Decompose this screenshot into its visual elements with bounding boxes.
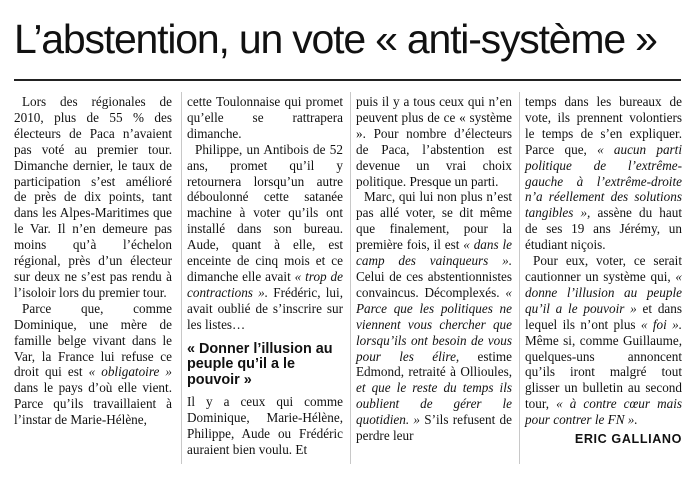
article-column-4	[525, 94, 682, 448]
text-run: Philippe, un Antibois de 52 ans, promet qu’il y retournera lorsqu’un autre déboulonné cette satanée machine à voter qu’ils ont installé dans son bureau. Aude, quant à elle, est enceinte de cinq mois et ce dimanche elle avait	[187, 141, 343, 284]
quote-run: « aucun parti politique de l’extrême-gauche à l’extrême-droite n’a réellement des solutions tangibles »,	[525, 141, 682, 221]
headline: L’abstention, un vote « anti-système »	[14, 16, 657, 62]
quote-run: « obligatoire »	[88, 364, 172, 380]
text-run: Même si, comme Guillaume, quelques-uns annoncent qu’ils iront malgré tout glisser un bulletin au second tour,	[525, 332, 682, 412]
text-run: Frédéric, lui, avait oublié de s’inscrire sur les listes…	[187, 284, 343, 332]
text-run: Pour nombre d’électeurs de Paca, l’abstention est devenue un vrai choix politique. Presque un parti.	[356, 125, 512, 189]
article-column-2	[187, 94, 343, 458]
quote-run: « système ».	[356, 109, 512, 141]
text-run: et dans lequel ils n’ont plus	[525, 300, 682, 332]
column-separator	[519, 92, 520, 464]
text-run: Pour eux, voter, ce serait cautionner un système qui,	[525, 253, 682, 284]
quote-run: « à contre cœur mais pour contrer le FN ».	[525, 396, 682, 428]
text-run: S’ils refusent de perdre leur	[356, 412, 512, 444]
text-run: Parce que, comme Dominique, une mère de famille belge vivant dans le Var, la France lui refuse ce droit qui est	[14, 300, 172, 380]
article-column-3	[356, 94, 512, 444]
paragraph	[187, 142, 343, 333]
text-run: Il y a ceux qui comme Dominique, Marie-Hélène, Philippe, Aude ou Frédéric auraient bien voulu. Et	[187, 394, 343, 457]
quote-run: « donne l’illusion au peuple qu’il a le pouvoir »	[525, 268, 682, 316]
headline-rule	[14, 79, 681, 81]
article-column-1	[14, 94, 172, 428]
paragraph	[187, 94, 343, 142]
paragraph	[187, 394, 343, 458]
text-run: cette Toulonnaise qui promet qu’elle se rattrapera dimanche.	[187, 94, 343, 141]
quote-run: « Parce que les politiques ne viennent vous chercher que lorsqu’ils ont besoin de vous pour les élire,	[356, 284, 512, 364]
paragraph	[14, 94, 172, 301]
quote-run: « trop de contractions ».	[187, 268, 343, 300]
text-run: puis il y a tous ceux qui n’en peuvent plus de ce	[356, 94, 512, 125]
paragraph	[14, 301, 172, 428]
quote-run: et que le reste du temps ils oublient de gérer le quotidien. »	[356, 380, 512, 428]
paragraph	[356, 189, 512, 444]
text-run: assène du haut de ses 19 ans Jérémy, un étudiant niçois.	[525, 205, 682, 253]
paragraph	[356, 94, 512, 189]
paragraph	[525, 253, 682, 428]
text-run: Celui de ces abstentionnistes convaincus. Décomplexés.	[356, 268, 512, 300]
quote-run: « dans le camp des vainqueurs ».	[356, 237, 512, 269]
text-run: Lors des régionales de 2010, plus de 55 % des électeurs de Paca n’avaient pas voté au premier tour. Dimanche dernier, le taux de participation s’est amélioré de près de dix points, tant dans les Alpes-Maritimes que le Var. Il n’en demeure pas moins qu’à l’échelon régional, près d’un électeur sur deux ne s’est pas rendu à l’isoloir lors du premier tour.	[14, 94, 172, 300]
column-separator	[181, 92, 182, 464]
text-run: temps dans les bureaux de vote, ils prennent volontiers le temps de s’en expliquer. Parce que,	[525, 94, 682, 157]
text-run: dans le pays d’où elle vient. Parce qu’ils travaillaient à l’instar de Marie-Hélène,	[14, 380, 172, 428]
paragraph	[525, 94, 682, 253]
subheading: « Donner l’illusion au peuple qu’il a le pouvoir »	[187, 340, 333, 388]
text-run: Marc, qui lui non plus n’est pas allé voter, se dit même que finalement, pour la première fois, il est	[356, 189, 512, 253]
column-separator	[350, 92, 351, 464]
quote-run: « foi ».	[640, 316, 682, 332]
byline: ERIC GALLIANO	[574, 432, 682, 447]
text-run: estime Edmond, retraité à Ollioules,	[356, 348, 512, 380]
